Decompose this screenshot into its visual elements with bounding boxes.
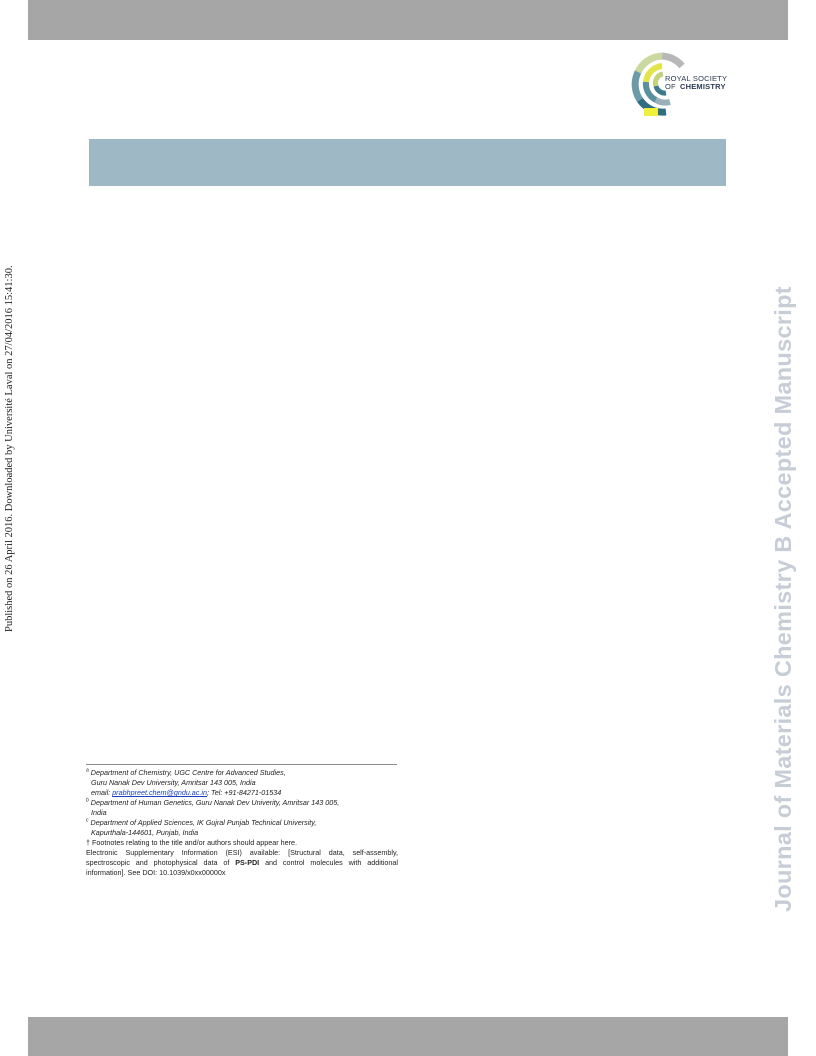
telephone: ; Tel: +91-84271-01534 xyxy=(207,788,282,797)
publication-note: Published on 26 April 2016. Downloaded by Université Laval on 27/04/2016 15:41:30. xyxy=(4,265,15,632)
footnote-mark-c: c xyxy=(86,817,89,824)
esi-text-1: Electronic Supplementary Information (ESI) available: [Structural data, self-assembly, spectroscopic and photophysical data of xyxy=(86,848,398,867)
accepted-manuscript-watermark: Journal of Materials Chemistry B Accepted Manuscript xyxy=(770,286,796,912)
affiliation-b-line2: India xyxy=(91,808,107,817)
bottom-gray-bar xyxy=(28,1017,788,1056)
affiliation-b-line1: Department of Human Genetics, Guru Nanak Dev Univerity, Amritsar 143 005, xyxy=(90,798,340,807)
footnote-rule xyxy=(86,764,397,765)
affiliation-c-line1: Department of Applied Sciences, IK Gujral Punjab Technical University, xyxy=(90,818,317,827)
logo-text-of: OF xyxy=(665,82,676,91)
affiliation-a-line2: Guru Nanak Dev University, Amritsar 143 005, India xyxy=(91,778,256,787)
rsc-logo xyxy=(630,52,730,118)
dagger-footnote: † Footnotes relating to the title and/or authors should appear here. xyxy=(86,838,297,847)
affiliation-a-contact xyxy=(86,788,398,798)
footnote-c xyxy=(86,818,398,838)
footnote-mark-a: a xyxy=(86,767,89,774)
esi-text-2: and control molecules with additional information]. See DOI: 10.1039/x0xx00000x xyxy=(86,858,399,877)
footnote-a xyxy=(86,768,398,798)
logo-text-line1: ROYAL SOCIETY xyxy=(665,74,728,83)
footnote-b xyxy=(86,798,398,818)
esi-note xyxy=(86,848,398,878)
esi-compound: PS-PDI xyxy=(235,858,260,867)
footnote-mark-b: b xyxy=(86,797,89,804)
email-link[interactable]: prabhpreet.chem@gndu.ac.in xyxy=(112,788,207,797)
affiliation-a-line1: Department of Chemistry, UGC Centre for Advanced Studies, xyxy=(90,768,286,777)
affiliation-c-line2: Kapurthala-144601, Punjab, India xyxy=(91,828,199,837)
top-gray-bar xyxy=(28,0,788,40)
title-band xyxy=(89,139,726,186)
footnotes xyxy=(86,768,398,878)
logo-text-chemistry: CHEMISTRY xyxy=(680,82,726,91)
email-label: email: xyxy=(91,788,111,797)
